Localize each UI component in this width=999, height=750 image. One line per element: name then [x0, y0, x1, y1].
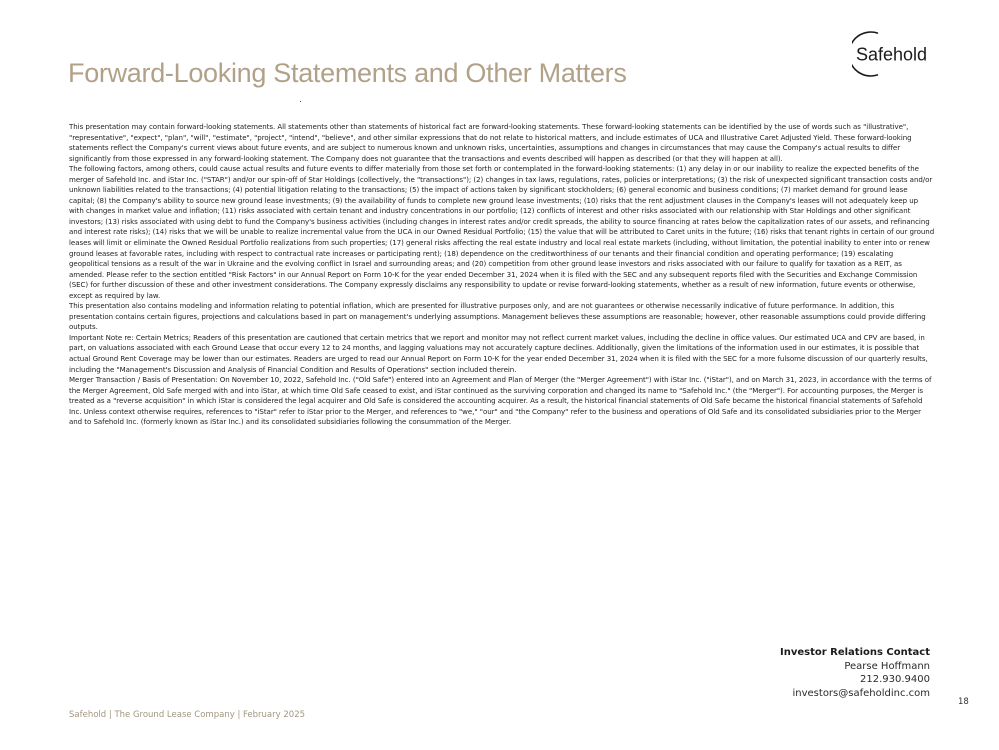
paragraph-risk-factors: The following factors, among others, could cause actual results and future events to differ materially from those set forth or contemplated in the forward-looking statements: (1) any delay in or our inability to realize the expected benefits of the merger of Safehold Inc. and iStar Inc. ("STAR") and/or our spin-off of Star Holdings (collectively, the "transactions"); (2) changes in tax laws, regulations, rates, policies or interpretations; (3) the risk of unexpected significant transaction costs and/or unknown liabilities related to the transactions; (4) potential litigation relating to the transactions; (5) the impact of actions taken by significant stockholders; (6) general economic and business conditions; (7) market demand for ground lease capital; (8) the Company's ability to source new ground lease investments; (9) the availability of funds to complete new ground lease investments; (10) risks that the rent adjustment clauses in the Company's leases will not adequately keep up with changes in market value and inflation; (11) risks associated with certain tenant and industry concentrations in our portfolio; (12) conflicts of interest and other risks associated with our relationship with Star Holdings and other significant investors; (13) risks associated with using debt to fund the Company's business activities (including changes in interest rates and/or credit spreads, the ability to source financing at rates below the capitalization rates of our assets, and refinancing and interest rate risks); (14) risks that we will be unable to realize incremental value from the UCA in our Owned Residual Portfolio; (15) the value that will be attributed to Caret units in the future; (16) risks that tenant rights in certain of our ground leases will limit or eliminate the Owned Residual Portfolio realizations from such properties; (17) general risks affecting the real estate industry and local real estate markets (including, without limitation, the potential inability to enter into or renew ground leases at favorable rates, including with respect to contractual rate increases or participating rent); (18) dependence on the creditworthiness of our tenants and their financial condition and operating performance; (19) escalating geopolitical tensions as a result of the war in Ukraine and the evolving conflict in Israel and surrounding areas; and (20) competition from other ground lease investors and risks associated with our failure to qualify for taxation as a REIT, as amended. Please refer to the section entitled "Risk Factors" in our Annual Report on Form 10-K for the year ended December 31, 2024 when it is filed with the SEC and any subsequent reports filed with the Securities and Exchange Commission (SEC) for further discussion of these and other investment considerations. The Company expressly disclaims any responsibility to update or revise forward-looking statements, whether as a result of new information, future events or otherwise, except as required by law. — [69, 164, 935, 300]
footer-text: Safehold | The Ground Lease Company | February 2025 — [69, 710, 306, 720]
contact-phone: 212.930.9400 — [860, 674, 930, 685]
disclaimer-body — [69, 122, 935, 428]
safehold-logo — [852, 30, 934, 78]
contact-name: Pearse Hoffmann — [844, 660, 930, 672]
paragraph-merger-transaction: Merger Transaction / Basis of Presentation: On November 10, 2022, Safehold Inc. ("Old Safe") entered into an Agreement and Plan of Merger (the "Merger Agreement") with iStar Inc. ("iStar"), and on March 31, 2023, in accordance with the terms of the Merger Agreement, Old Safe merged with and into iStar, at which time Old Safe ceased to exist, and iStar continued as the surviving corporation and changed its name to "Safehold Inc." (the "Merger"). For accounting purposes, the Merger is treated as a "reverse acquisition" in which iStar is considered the legal acquirer and Old Safe is considered the accounting acquirer. As a result, the historical financial statements of Old Safe became the historical financial statements of Safehold Inc. Unless context otherwise requires, references to "iStar" refer to iStar prior to the Merger, and references to "we," "our" and "the Company" refer to the business and operations of Old Safe and its consolidated subsidiaries prior to the Merger and to Safehold Inc. (formerly known as iStar Inc.) and its consolidated subsidiaries following the consummation of the Merger. — [69, 375, 932, 427]
decorative-dot — [300, 101, 301, 102]
page-number: 18 — [958, 697, 969, 707]
contact-heading: Investor Relations Contact — [779, 647, 930, 658]
contact-email[interactable]: investors@safeholdinc.com — [792, 687, 930, 699]
paragraph-forward-looking: This presentation may contain forward-looking statements. All statements other than statements of historical fact are forward-looking statements. These forward-looking statements can be identified by the use of words such as "illustrative", "representative", "expect", "plan", "will", "estimate", "project", "intend", "believe", and other similar expressions that do not relate to historical matters, and include estimates of UCA and Illustrative Caret Adjusted Yield. These forward-looking statements reflect the Company's current views about future events, and are subject to numerous known and unknown risks, uncertainties, assumptions and changes in circumstances that may cause the Company's actual results to differ significantly from those expressed in any forward-looking statement. The Company does not guarantee that the transactions and events described will happen as described (or that they will happen at all). — [69, 122, 912, 163]
paragraph-modeling: This presentation also contains modeling and information relating to potential inflation, which are presented for illustrative purposes only, and are not guarantees or otherwise necessarily indicative of future performance. In addition, this presentation contains certain figures, projections and calculations based in part on management's underlying assumptions. Management believes these assumptions are reasonable; however, other reasonable assumptions could provide differing outputs. — [69, 301, 926, 332]
svg-text:Safehold: Safehold — [856, 44, 928, 65]
paragraph-important-note: Important Note re: Certain Metrics; Readers of this presentation are cautioned that certain metrics that we report and monitor may not reflect current market values, including the decline in office values. Our estimated UCA and CPV are based, in part, on valuations associated with each Ground Lease that occur every 12 to 24 months, and lagging valuations may not accurately capture declines. Additionally, given the limitations of the information used in our estimates, it is possible that actual Ground Rent Coverage may be lower than our estimates. Readers are urged to read our Annual Report on Form 10-K for the year ended December 31, 2024 when it is filed with the SEC for a more fulsome discussion of our quarterly results, including the "Management's Discussion and Analysis of Financial Condition and Results of Operations" section included therein. — [69, 332, 928, 374]
investor-relations-contact — [780, 646, 930, 700]
page-title: Forward-Looking Statements and Other Matters — [68, 58, 627, 88]
